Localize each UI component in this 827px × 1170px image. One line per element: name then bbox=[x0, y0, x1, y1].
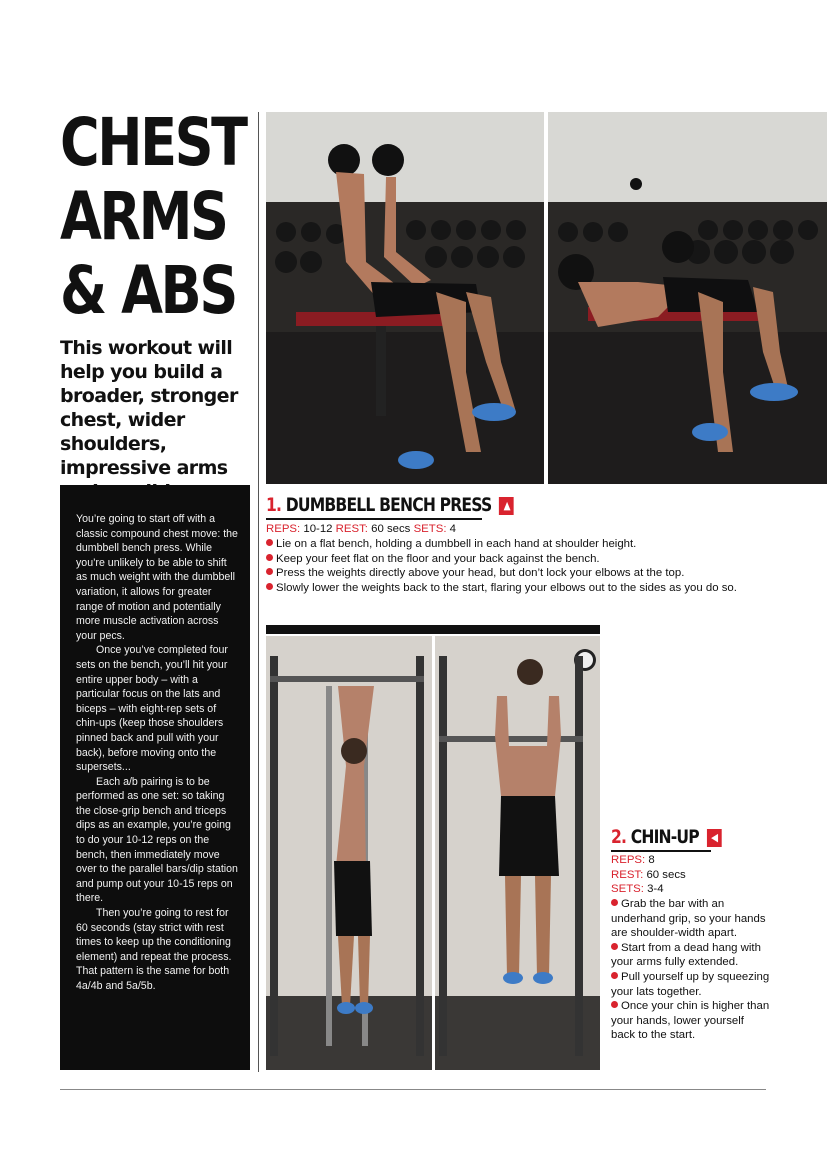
rest-label: REST: bbox=[335, 523, 368, 535]
reps-label: REPS: bbox=[266, 523, 301, 535]
intro-box bbox=[60, 485, 250, 1070]
bullet-icon bbox=[266, 539, 273, 546]
difficulty-icon: ◀ bbox=[707, 829, 722, 847]
difficulty-icon: ▲ bbox=[499, 497, 514, 515]
bullet-icon bbox=[611, 899, 618, 906]
sets-value: 3-4 bbox=[647, 883, 664, 896]
headline-line-2: ARMS bbox=[60, 178, 227, 255]
step-item: Grab the bar with an underhand grip, so your hands are shoulder-width apart. bbox=[611, 898, 766, 940]
headline-line-1: CHEST bbox=[60, 104, 246, 181]
reps-label: REPS: bbox=[611, 854, 646, 866]
bullet-icon bbox=[266, 554, 273, 561]
step-item: Keep your feet flat on the floor and your back against the bench. bbox=[266, 552, 826, 567]
footer-rule bbox=[60, 1089, 766, 1090]
rest-value: 60 secs bbox=[371, 523, 411, 535]
exercise-1-title bbox=[266, 494, 514, 516]
step-item: Press the weights directly above your head, but don’t lock your elbows at the top. bbox=[266, 566, 826, 581]
exercise-2-steps bbox=[611, 897, 771, 1043]
step-item: Once your chin is higher than your hands, lower yourself back to the start. bbox=[611, 1000, 770, 1042]
reps-value: 8 bbox=[648, 854, 655, 866]
title-underline bbox=[611, 850, 711, 852]
intro-paragraph: Once you’ve completed four sets on the bench, you’ll hit your entire upper body – with a particular focus on the lats and biceps – with eight-rep sets of chin-ups (keep those shoulders pinned back and pull with your back), before moving onto the supersets... bbox=[76, 644, 228, 774]
bullet-icon bbox=[266, 583, 273, 590]
exercise-number: 1. bbox=[266, 494, 282, 516]
chin-up-photo-hang bbox=[266, 636, 432, 1070]
bullet-icon bbox=[611, 1001, 618, 1008]
photo-top-bar bbox=[266, 625, 600, 634]
step-item: Start from a dead hang with your arms fully extended. bbox=[611, 941, 761, 969]
title-underline bbox=[266, 518, 482, 520]
headline-line-3: & ABS bbox=[60, 252, 236, 329]
exercise-1-stats bbox=[266, 522, 456, 536]
sets-value: 4 bbox=[449, 523, 456, 535]
bullet-icon bbox=[611, 972, 618, 979]
bullet-icon bbox=[266, 568, 273, 575]
exercise-number: 2. bbox=[611, 826, 627, 848]
standfirst: This workout will help you build a broader, stronger chest, wider shoulders, impressive arms bbox=[60, 337, 238, 479]
exercise-1-steps bbox=[266, 537, 826, 595]
sets-label: SETS: bbox=[413, 523, 447, 535]
bench-press-photo-start bbox=[266, 112, 544, 484]
bench-press-photo-lowered bbox=[548, 112, 827, 484]
sets-label: SETS: bbox=[611, 883, 644, 896]
headline bbox=[60, 104, 246, 329]
intro-paragraph: Then you’re going to rest for 60 seconds (stay strict with rest times to keep up the conditioning element) and repeat the process. That pattern is the same for both 4a/4b and 5a/5b. bbox=[76, 907, 232, 992]
exercise-2-stats bbox=[611, 853, 686, 897]
intro-paragraph: You’re going to start off with a classic compound chest move: the dumbbell bench press. While you’re unlikely to be able to shift as much weight with the dumbbell variation, it allows for greater range of motion and potentially more muscle activation across your pecs. bbox=[76, 513, 238, 642]
intro-paragraph: Each a/b pairing is to be performed as one set: so taking the close-grip bench and triceps dips as an example, you’re going to do your 10-12 reps on the bench, then immediately move over to the parallel bars/dip station and pump out your 10-15 reps on there. bbox=[76, 775, 238, 905]
step-item: Slowly lower the weights back to the start, flaring your elbows out to the sides as you do so. bbox=[266, 581, 826, 596]
exercise-2-title bbox=[611, 826, 722, 848]
step-item: Pull yourself up by squeezing your lats together. bbox=[611, 970, 770, 998]
rest-label: REST: bbox=[611, 868, 644, 881]
rest-value: 60 secs bbox=[646, 868, 686, 881]
step-item: Lie on a flat bench, holding a dumbbell in each hand at shoulder height. bbox=[266, 537, 826, 552]
bullet-icon bbox=[611, 943, 618, 950]
column-divider bbox=[258, 112, 259, 1072]
exercise-name: DUMBBELL BENCH PRESS bbox=[285, 494, 492, 516]
chin-up-photo-top bbox=[435, 636, 600, 1070]
reps-value: 10-12 bbox=[303, 523, 333, 535]
exercise-name: CHIN-UP bbox=[630, 826, 699, 848]
